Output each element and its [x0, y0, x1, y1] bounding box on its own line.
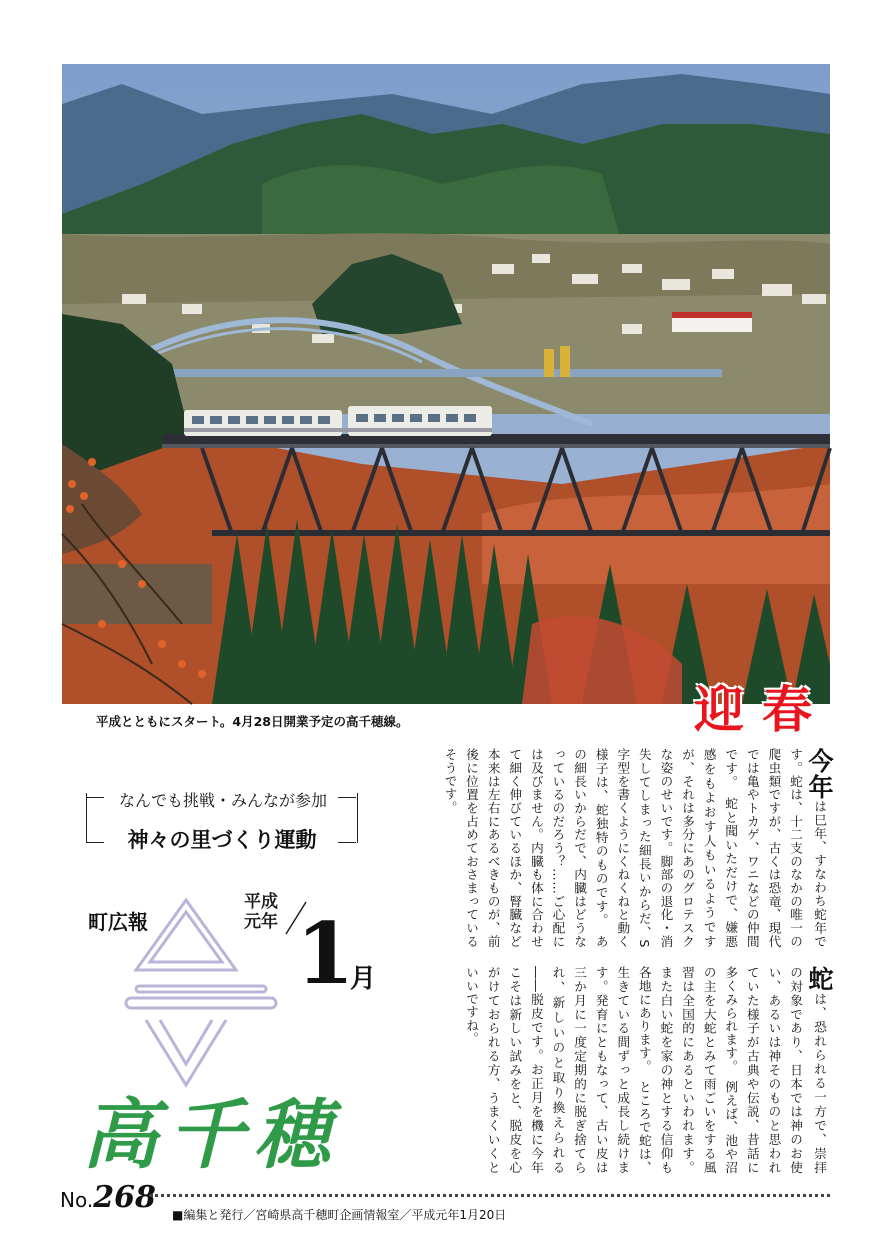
train-bridge-scene [62, 64, 830, 704]
issue-month-unit: 月 [350, 964, 377, 994]
slogan-subtitle: なんでも挑戦・みんなが参加 [118, 791, 327, 810]
issue-number-value: 268 [93, 1180, 156, 1215]
issue-number-prefix: No. [60, 1188, 94, 1212]
article-drop-cap-1: 今年 [805, 748, 834, 800]
article-part-2 [424, 966, 832, 1174]
era-label-line2: 元年 [244, 912, 278, 932]
article-body-2: は、恐れられる一方で、崇拝の対象であり、日本では神のお使い、あるいは神そのものと思われていた様子が古典や伝説、昔話に多くみられます。 例えば、池や沼の主を大蛇とみて雨ごいをする風習は全国的にあるといわれます。また白い蛇を家の神とする信仰も各地にあります。 ところで蛇は、生きている間ずっと成長し続けます。発育にともなって、古い皮は三か月に一度定期的に脱ぎ捨てられ、新しいのと取り換えられる――脱皮です。お正月を機に今年こそは新しい試みをと、脱皮を心がけておられる方、うまくいくといいですね。 [464, 966, 827, 1174]
issue-month-number: 1 [296, 904, 355, 1003]
article-drop-cap-2: 蛇 [805, 966, 834, 993]
greeting-text: 迎春 [694, 680, 830, 739]
issue-number [60, 1180, 156, 1215]
dotted-rule [150, 1194, 830, 1197]
article-part-1 [424, 748, 832, 948]
era-label-line1: 平成 [244, 892, 278, 912]
slogan-title: 神々の里づくり運動 [127, 828, 317, 852]
article-body-1: は巳年、すなわち蛇年です。蛇は、十二支のなかの唯一の爬虫類ですが、古くは恐竜、現代では亀やトカゲ、ワニなどの仲間です。 蛇と聞いただけで、嫌悪感をもよおす人もいるようですが、それは多分にあのグロテスクな姿のせいです。脚部の退化・消失してしまった細長いからだ、S字型を書くようにくねくねと動く様子は、蛇独特のものです。 あの細長いからだで、内臓はどうなっているのだろう？……ご心配には及びません。内臓も体に合わせて細く伸びているほか、腎臓など本来は左右にあるべきものが、前後に位置を占めておさまっているそうです。 [442, 748, 827, 949]
town-name-logo: 高千穂 [82, 1090, 340, 1179]
photo-caption: 平成とともにスタート。4月28日開業予定の高千穂線。 [96, 714, 409, 729]
publication-label: 町広報 [88, 910, 148, 934]
publisher-footer: ■編集と発行／宮崎県高千穂町企画情報室／平成元年1月20日 [172, 1208, 507, 1222]
